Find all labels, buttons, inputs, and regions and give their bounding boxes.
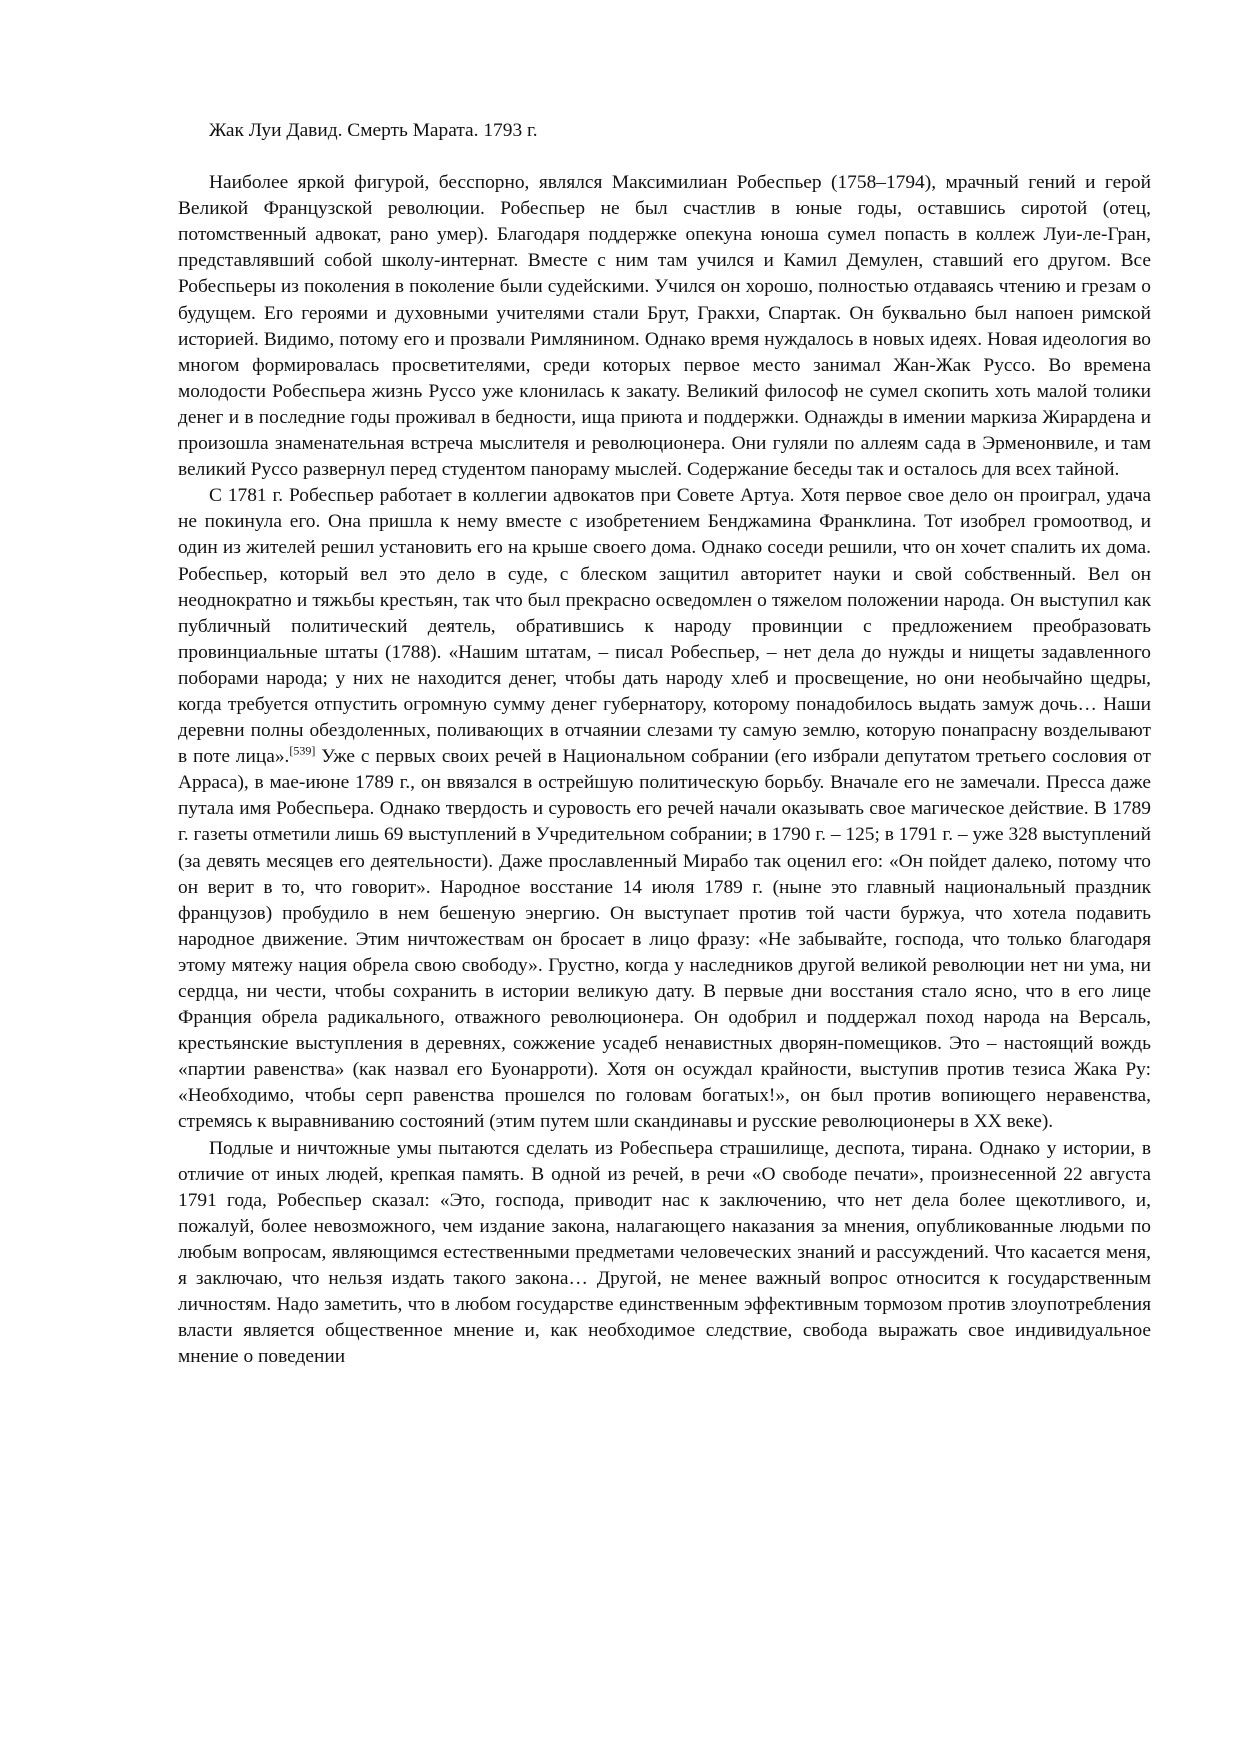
paragraph-text-before-note: С 1781 г. Робеспьер работает в коллегии адвокатов при Совете Артуа. Хотя первое свое дело он проиграл, удача не покинула его. Она пришла к нему вместе с изобретением Бенджамина Франклина. Тот изобрел громоотвод, и один из жителей решил установить его на крыше своего дома. Однако соседи решили, что он хочет спалить их дома. Робеспьер, который вел это дело в суде, с блеском защитил авторитет науки и свой собственный. Вел он неоднократно и тяжьбы крестьян, так что был прекрасно осведомлен о тяжелом положении народа. Он выступил как публичный политический деятель, обратившись к народу провинции с предложением преобразовать провинциальные штаты (1788). «Нашим штатам, – писал Робеспьер, – нет дела до нужды и нищеты задавленного поборами народа; у них не находится денег, чтобы дать народу хлеб и просвещение, но они необычайно щедры, когда требуется отпустить огромную сумму денег губернатору, которому понадобилось выдать замуж дочь… Наши деревни полны обездоленных, поливающих в отчаянии слезами ту самую землю, которую понапрасну возделывают в поте лица». <box>178 485 1151 768</box>
image-caption: Жак Луи Давид. Смерть Марата. 1793 г. <box>209 120 538 141</box>
paragraph-robespierre-career <box>178 483 1151 1135</box>
paragraph-robespierre-youth: Наиболее яркой фигурой, бесспорно, являлся Максимилиан Робеспьер (1758–1794), мрачный гений и герой Великой Французской революции. Робеспьер не был счастлив в юные годы, оставшись сиротой (отец, потомственный адвокат, рано умер). Благодаря поддержке опекуна юноша сумел попасть в коллеж Луи-ле-Гран, представлявший собой школу-интернат. Вместе с ним там учился и Камил Демулен, ставший его другом. Все Робеспьеры из поколения в поколение были судейскими. Учился он хорошо, полностью отдаваясь чтению и грезам о будущем. Его героями и духовными учителями стали Брут, Гракхи, Спартак. Он буквально был напоен римской историей. Видимо, потому его и прозвали Римлянином. Однако время нуждалось в новых идеях. Новая идеология во многом формировалась просветителями, среди которых первое место занимал Жан-Жак Руссо. Во времена молодости Робеспьера жизнь Руссо уже клонилась к закату. Великий философ не сумел скопить хоть малой толики денег и в последние годы проживал в бедности, ища приюта и поддержки. Однажды в имении маркиза Жирардена и произошла знаменательная встреча мыслителя и революционера. Они гуляли по аллеям сада в Эрменонвиле, и там великий Руссо развернул перед студентом панораму мыслей. Содержание беседы так и осталось для всех тайной. <box>178 172 1151 481</box>
footnote-reference[interactable]: [539] <box>289 743 316 758</box>
paragraph-freedom-of-press: Подлые и ничтожные умы пытаются сделать из Робеспьера страшилище, деспота, тирана. Однако у истории, в отличие от иных людей, крепкая память. В одной из речей, в речи «О свободе печати», произнесенной 22 августа 1791 года, Робеспьер сказал: «Это, господа, приводит нас к заключению, что нет дела более щекотливого, и, пожалуй, более невозможного, чем издание закона, налагающего наказания за мнения, опубликованные людьми по любым вопросам, являющимся естественными предметами человеческих знаний и рассуждений. Что касается меня, я заключаю, что нельзя издать такого закона… Другой, не менее важный вопрос относится к государственным личностям. Надо заметить, что в любом государстве единственным эффективным тормозом против злоупотребления власти является общественное мнение и, как необходимое следствие, свобода выражать свое индивидуальное мнение о поведении <box>178 1137 1151 1368</box>
document-page <box>178 118 1151 1370</box>
paragraph-text-after-note: Уже с первых своих речей в Национальном собрании (его избрали депутатом третьего сословия от Арраса), в мае-июне 1789 г., он ввязался в острейшую политическую борьбу. Вначале его не замечали. Пресса даже путала имя Робеспьера. Однако твердость и суровость его речей начали оказывать свое магическое действие. В 1789 г. газеты отметили лишь 69 выступлений в Учредительном собрании; в 1790 г. – 125; в 1791 г. – уже 328 выступлений (за девять месяцев его деятельности). Даже прославленный Мирабо так оценил его: «Он пойдет далеко, потому что он верит в то, что говорит». Народное восстание 14 июля 1789 г. (ныне это главный национальный праздник французов) пробудило в нем бешеную энергию. Он выступает против той части буржуа, что хотела подавить народное движение. Этим ничтожествам он бросает в лицо фразу: «Не забывайте, господа, что только благодаря этому мятежу нация обрела свою свободу». Грустно, когда у наследников другой великой революции нет ни ума, ни сердца, ни чести, чтобы сохранить в истории великую дату. В первые дни восстания стало ясно, что в его лице Франция обрела радикального, отважного революционера. Он одобрил и поддержал поход народа на Версаль, крестьянские выступления в деревнях, сожжение усадеб ненавистных дворян-помещиков. Это – настоящий вождь «партии равенства» (как назвал его Буонарроти). Хотя он осуждал крайности, выступив против тезиса Жака Ру: «Необходимо, чтобы серп равенства прошелся по головам богатых!», он был против вопиющего неравенства, стремясь к выравниванию состояний (этим путем шли скандинавы и русские революционеры в XX веке). <box>178 746 1152 1133</box>
